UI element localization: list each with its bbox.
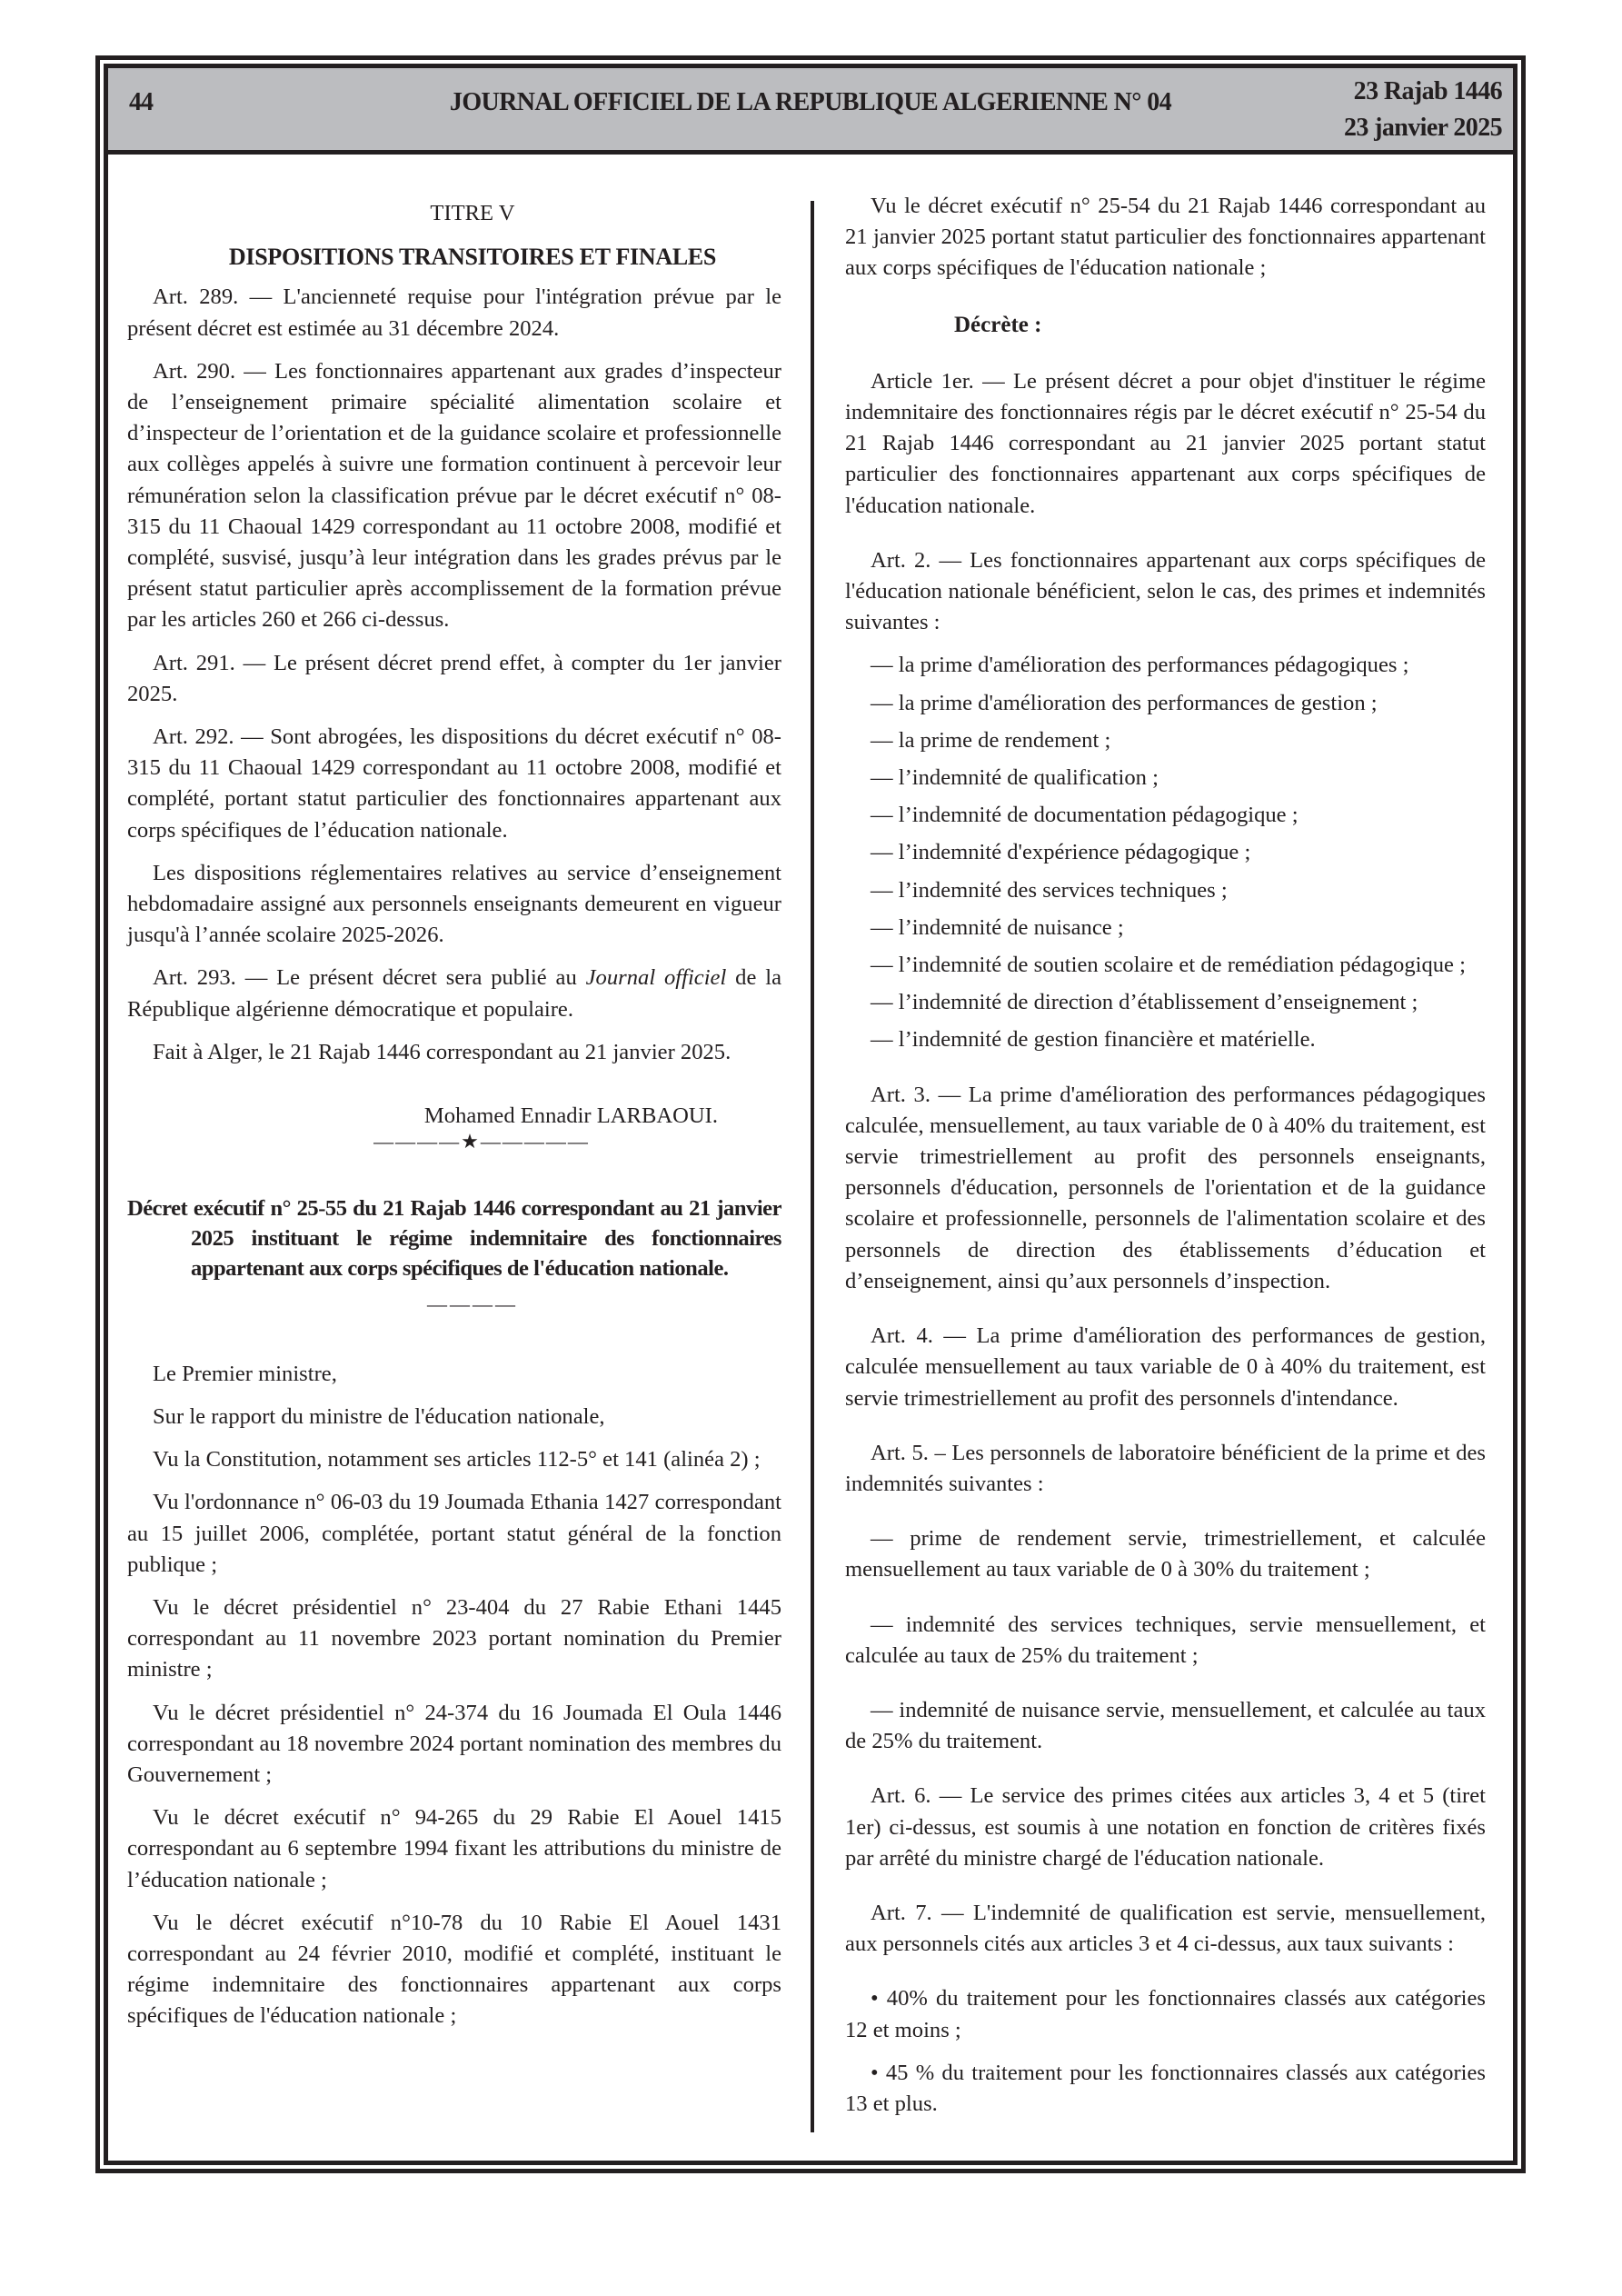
star-separator: ————★————— xyxy=(373,1130,590,1153)
article-292: Art. 292. — Sont abrogées, les dispositions du décret exécutif n° 08-315 du 11 Chaoual 1429 correspondant au 11 octobre 2008, modifié et complété, portant statut particulier des fonctionnaires appartenant aux corps spécifiques de l’éducation nationale. xyxy=(127,724,781,843)
article-293-text: Art. 293. — Le présent décret sera publié au xyxy=(153,965,586,991)
article-293 xyxy=(127,963,781,1024)
article-2-item: — la prime d'amélioration des performances de gestion ; xyxy=(871,690,1378,715)
article-5-item: — indemnité des services techniques, servie mensuellement, et calculée au taux de 25% du traitement ; xyxy=(845,1612,1486,1668)
header-dates xyxy=(1344,74,1502,146)
article-3: Art. 3. — La prime d'amélioration des performances pédagogiques calculée, mensuellement, au taux variable de 0 à 40% du traitement, est servie trimestriellement au profit des personnels enseignants, personnels d'éducation, personnels de l'orientation et de la guidance scolaire et professionnelle, personnels de l'alimentation scolaire et des personnels de direction des établissements d’éducation et d’enseignement, ainsi qu’aux personnels d’inspection. xyxy=(845,1082,1486,1293)
left-column xyxy=(127,191,781,2044)
vu-decret-94-265: Vu le décret exécutif n° 94-265 du 29 Rabie El Aouel 1415 correspondant au 6 septembre 1994 fixant les attributions du ministre de l’éducation nationale ; xyxy=(127,1805,781,1892)
gregorian-date: 23 janvier 2025 xyxy=(1343,114,1502,142)
article-2-item: — l’indemnité de documentation pédagogique ; xyxy=(871,803,1299,828)
journal-title: JOURNAL OFFICIEL DE LA REPUBLIQUE ALGERIENNE N° 04 xyxy=(449,88,1172,116)
article-2-item: — l’indemnité de soutien scolaire et de remédiation pédagogique ; xyxy=(871,953,1466,978)
premier-ministre: Le Premier ministre, xyxy=(153,1361,337,1386)
fait-a-alger: Fait à Alger, le 21 Rajab 1446 correspondant au 21 janvier 2025. xyxy=(153,1039,731,1064)
vu-constitution: Vu la Constitution, notamment ses articles 112-5° et 141 (alinéa 2) ; xyxy=(153,1447,761,1472)
article-2-item: — l’indemnité de nuisance ; xyxy=(871,914,1124,940)
article-4: Art. 4. — La prime d'amélioration des performances de gestion, calculée mensuellement au taux variable de 0 à 40% du traitement, est servie trimestriellement au profit des personnels d'intendance. xyxy=(845,1323,1486,1411)
article-2-item: — la prime de rendement ; xyxy=(871,727,1111,753)
article-7-item: • 40% du traitement pour les fonctionnaires classés aux catégories 12 et moins ; xyxy=(845,1986,1486,2042)
article-291: Art. 291. — Le présent décret prend effet, à compter du 1er janvier 2025. xyxy=(127,650,781,706)
journal-header xyxy=(108,68,1513,155)
decree-title: Décret exécutif n° 25-55 du 21 Rajab 1446 correspondant au 21 janvier 2025 instituant le régime indemnitaire des fonctionnaires appartenant aux corps spécifiques de l'éducation nationale. xyxy=(127,1196,781,1282)
article-292-paragraph-2: Les dispositions réglementaires relatives au service d’enseignement hebdomadaire assigné aux personnels enseignants demeurent en vigueur jusqu'à l’année scolaire 2025-2026. xyxy=(127,860,781,948)
article-7-item: • 45 % du traitement pour les fonctionnaires classés aux catégories 13 et plus. xyxy=(845,2060,1486,2116)
page-number: 44 xyxy=(129,88,153,116)
article-5-item: — indemnité de nuisance servie, mensuellement, et calculée au taux de 25% du traitement. xyxy=(845,1697,1486,1754)
article-2-item: — l’indemnité des services techniques ; xyxy=(871,877,1228,903)
article-5: Art. 5. – Les personnels de laboratoire bénéficient de la prime et des indemnités suivantes : xyxy=(845,1440,1486,1496)
decrete-heading: Décrète : xyxy=(954,312,1042,337)
article-290: Art. 290. — Les fonctionnaires appartenant aux grades d’inspecteur de l’enseignement primaire spécialité alimentation scolaire et d’inspecteur de l’orientation et de la guidance scolaire et professionnelle aux collèges appelés à suivre une formation continuent à percevoir leur rémunération selon la classification prévue par le décret exécutif n° 08-315 du 11 Chaoual 1429 correspondant au 11 octobre 2008, modifié et complété, susvisé, jusqu’à leur intégration dans les grades prévus par le présent statut particulier après accomplissement de la formation prévue par les articles 260 et 266 ci-dessus. xyxy=(127,358,781,633)
article-7: Art. 7. — L'indemnité de qualification est servie, mensuellement, aux personnels cités aux articles 3 et 4 ci-dessus, aux taux suivants : xyxy=(845,1900,1486,1957)
article-2-item: — l’indemnité d'expérience pédagogique ; xyxy=(871,840,1251,865)
vu-ordonnance: Vu l'ordonnance n° 06-03 du 19 Joumada Ethania 1427 correspondant au 15 juillet 2006, complétée, portant statut général de la fonction publique ; xyxy=(127,1490,781,1577)
article-2-item: — la prime d'amélioration des performances pédagogiques ; xyxy=(871,653,1409,678)
article-2-item: — l’indemnité de qualification ; xyxy=(871,765,1159,791)
vu-decret-10-78: Vu le décret exécutif n°10-78 du 10 Rabie El Aouel 1431 correspondant au 24 février 2010, modifié et complété, instituant le régime indemnitaire des fonctionnaires appartenant aux corps spécifiques de l'éducation nationale ; xyxy=(127,1910,781,2029)
article-293-text-end: de la République algérienne démocratique et populaire. xyxy=(127,965,781,1022)
article-5-item: — prime de rendement servie, trimestriellement, et calculée mensuellement au taux variable de 0 à 30% du traitement ; xyxy=(845,1526,1486,1582)
sur-rapport: Sur le rapport du ministre de l'éducation nationale, xyxy=(153,1403,605,1429)
vu-decret-24-374: Vu le décret présidentiel n° 24-374 du 16 Joumada El Oula 1446 correspondant au 18 novembre 2024 portant nomination des membres du Gouvernement ; xyxy=(127,1700,781,1787)
article-6: Art. 6. — Le service des primes citées aux articles 3, 4 et 5 (tiret 1er) ci-dessus, est soumis à une notation en fonction de critères fixés par arrêté du ministre chargé de l'éducation nationale. xyxy=(845,1783,1486,1871)
article-1: Article 1er. — Le présent décret a pour objet d'instituer le régime indemnitaire des fonctionnaires régis par le décret exécutif n° 25-54 du 21 Rajab 1446 correspondant au 21 janvier 2025 portant statut particulier des fonctionnaires appartenant aux corps spécifiques de l'éducation nationale. xyxy=(845,368,1486,518)
journal-officiel-italic: Journal officiel xyxy=(585,965,727,991)
article-289: Art. 289. — L'ancienneté requise pour l'intégration prévue par le présent décret est estimée au 31 décembre 2024. xyxy=(127,285,781,341)
section-heading: DISPOSITIONS TRANSITOIRES ET FINALES xyxy=(228,244,717,271)
titre-heading: TITRE V xyxy=(430,201,515,225)
signature: Mohamed Ennadir LARBAOUI. xyxy=(423,1103,718,1129)
right-column xyxy=(845,191,1486,2131)
article-2-item: — l’indemnité de gestion financière et matérielle. xyxy=(871,1027,1316,1053)
column-divider xyxy=(811,201,814,2132)
dash-separator: ———— xyxy=(427,1293,518,1316)
article-2-item: — l’indemnité de direction d’établissement d’enseignement ; xyxy=(871,990,1418,1015)
vu-decret-23-404: Vu le décret présidentiel n° 23-404 du 27 Rabie Ethani 1445 correspondant au 11 novembre 2023 portant nomination du Premier ministre ; xyxy=(127,1594,781,1682)
article-2: Art. 2. — Les fonctionnaires appartenant aux corps spécifiques de l'éducation nationale bénéficient, selon le cas, des primes et indemnités suivantes : xyxy=(845,547,1486,635)
hijri-date: 23 Rajab 1446 xyxy=(1353,77,1502,105)
vu-decret-25-54: Vu le décret exécutif n° 25-54 du 21 Rajab 1446 correspondant au 21 janvier 2025 portant statut particulier des fonctionnaires appartenant aux corps spécifiques de l'éducation nationale ; xyxy=(845,194,1486,281)
